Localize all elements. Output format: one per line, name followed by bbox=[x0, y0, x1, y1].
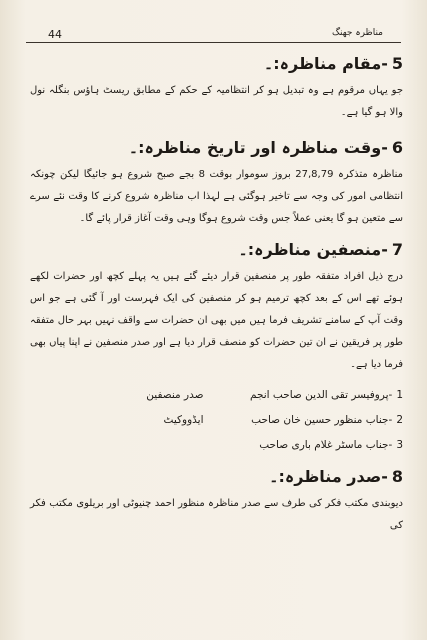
section-title: وقت مناظرہ اور تاریخ مناظرہ:۔ bbox=[128, 138, 382, 157]
page-content bbox=[30, 54, 403, 634]
item-role: ایڈووکیٹ bbox=[163, 413, 204, 426]
adjudicators-list bbox=[30, 382, 403, 457]
list-item: 3 - جناب ماسٹر غلام باری صاحب bbox=[30, 432, 403, 457]
section-heading: وقت مناظرہ اور تاریخ مناظرہ:۔ - 6 bbox=[128, 138, 403, 157]
section-paragraph: جو یہاں مرقوم ہے وہ تبدیل ہو کر انتظامیہ کے حکم کے مطابق ریسٹ ہاؤس بنگلہ نول والا ہو گیا ہے۔ bbox=[30, 85, 403, 118]
item-number: 1 bbox=[396, 388, 403, 401]
section-paragraph: درج ذیل افراد متفقہ طور پر منصفین قرار دیئے گئے ہیں یہ پہلے کچھ اور حضرات لکھے ہوئے تھے اس کے بعد کچھ ترمیم ہو کر منصفین کی ایک فہرست اور آ گئی ہے جو اس وقت آپ کے سامنے تشریف فرما ہیں میں بھی ان حضرات سے واقف نہیں بہر حال متفقہ طور پر فریقین نے ان تین حضرات کو منصف قرار دیا ہے اور صدر منصفین نے اپنا پیاں بھی فرما دیا ہے۔ bbox=[30, 271, 403, 370]
page-header bbox=[26, 24, 401, 43]
item-role: صدر منصفین bbox=[146, 388, 204, 401]
section-heading: منصفین مناظرہ:۔ - 7 bbox=[238, 240, 403, 259]
section-paragraph: دیوبندی مکتب فکر کی طرف سے صدر مناظرہ منظور احمد چنیوٹی اور بریلوی مکتب فکر کی bbox=[30, 498, 403, 531]
section-number: 7 bbox=[391, 240, 403, 259]
section-heading: صدر مناظرہ:۔ - 8 bbox=[269, 467, 403, 486]
item-name: جناب منظور حسین خان صاحب bbox=[251, 413, 389, 426]
section-heading: مقام مناظرہ:۔ - 5 bbox=[263, 54, 403, 73]
item-number: 2 bbox=[396, 413, 403, 426]
running-title: مناظرہ جھنگ bbox=[331, 28, 383, 38]
section-number: 5 bbox=[391, 54, 403, 73]
section-paragraph: مناظرہ متذکرہ 27,8,79 بروز سوموار بوقت 8 بجے صبح شروع ہو جائیگا لیکن چونکہ انتظامی امور کی وجہ سے تاخیر ہوگئی ہے لہذا اب مناظرہ شروع کرنے کا وقت نئے سرے سے متعین ہو گا یعنی عملاً جس وقت شروع ہوگا وہی وقت آغاز قرار پائے گا۔ bbox=[30, 169, 403, 224]
item-name: پروفیسر تقی الدین صاحب انجم bbox=[249, 388, 389, 401]
section-title: صدر مناظرہ:۔ bbox=[269, 467, 382, 486]
section-number: 8 bbox=[391, 467, 403, 486]
section-title: منصفین مناظرہ:۔ bbox=[238, 240, 382, 259]
section-number: 6 bbox=[391, 138, 403, 157]
list-item: 2 - جناب منظور حسین خان صاحب ایڈووکیٹ bbox=[30, 407, 403, 432]
section-title: مقام مناظرہ:۔ bbox=[263, 54, 382, 73]
list-item: 1 - پروفیسر تقی الدین صاحب انجم صدر منصفین bbox=[30, 382, 403, 407]
item-number: 3 bbox=[396, 438, 403, 451]
item-name: جناب ماسٹر غلام باری صاحب bbox=[259, 438, 389, 451]
page-number: 44 bbox=[48, 28, 62, 41]
